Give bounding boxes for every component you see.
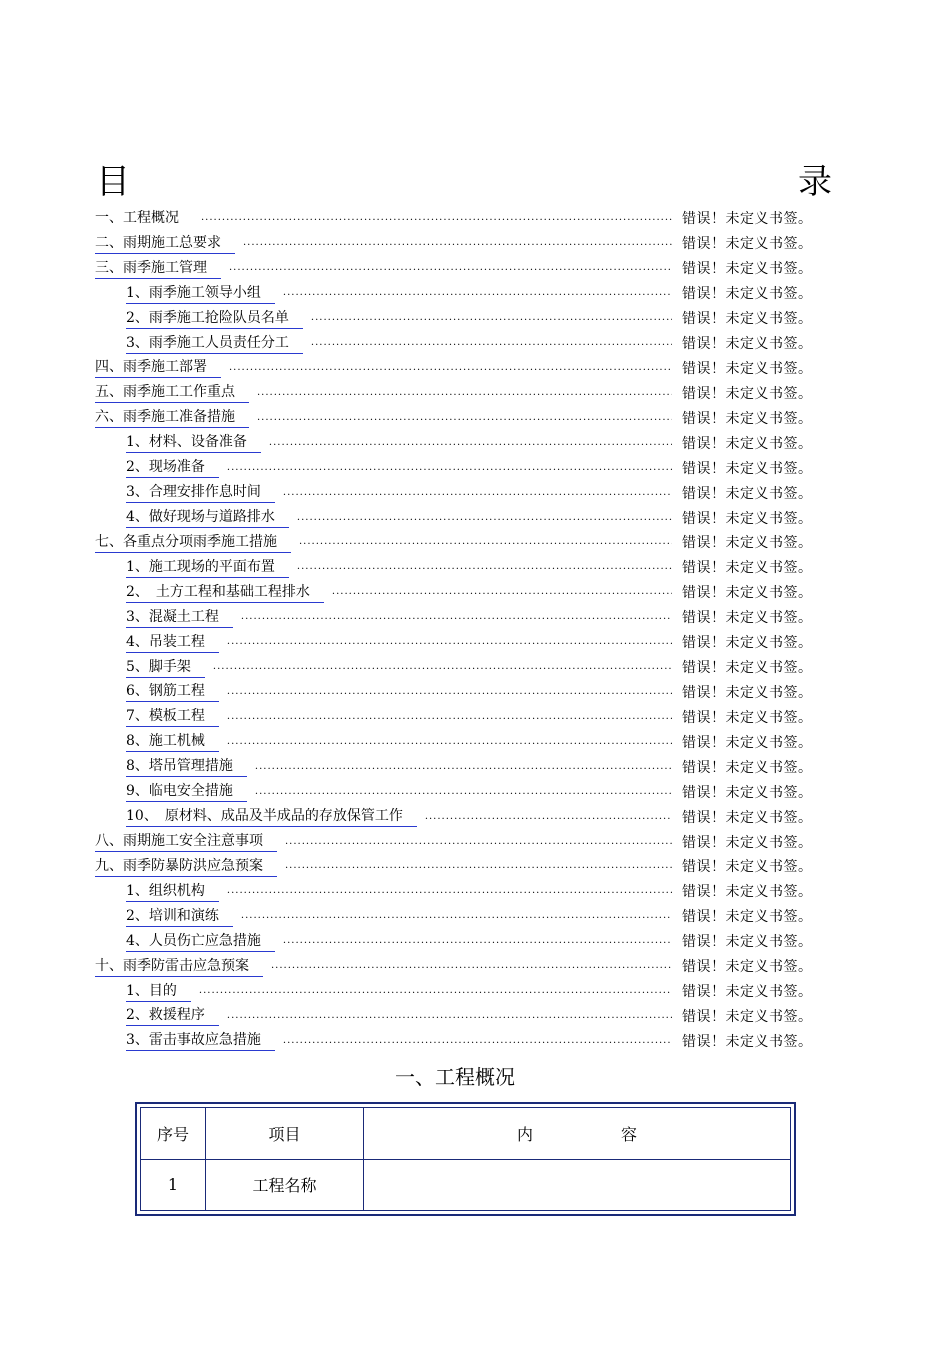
toc-entry-page: 错误！未定义书签。	[682, 759, 813, 776]
toc-entry[interactable]	[95, 904, 813, 929]
project-info-table	[135, 1102, 796, 1216]
toc-entry-page: 错误！未定义书签。	[682, 809, 813, 826]
toc-entry[interactable]	[95, 879, 813, 904]
toc-entry-page: 错误！未定义书签。	[682, 635, 813, 652]
toc-entry[interactable]	[95, 505, 813, 530]
toc-entry-page: 错误！未定义书签。	[682, 236, 813, 253]
toc-entry-page: 错误！未定义书签。	[682, 1008, 813, 1025]
toc-entry-page: 错误！未定义书签。	[682, 261, 813, 278]
toc-entry-label[interactable]: 八、雨期施工安全注意事项	[95, 831, 277, 852]
toc-entry-page: 错误！未定义书签。	[682, 884, 813, 901]
toc-entry[interactable]	[95, 306, 813, 331]
toc-leader-dots	[229, 258, 672, 278]
toc-entry-page: 错误！未定义书签。	[682, 610, 813, 627]
toc-entry-label[interactable]: 九、雨季防暴防洪应急预案	[95, 856, 277, 877]
toc-title-right: 录	[798, 162, 832, 202]
table-header-row	[141, 1108, 791, 1160]
toc-leader-dots	[311, 308, 672, 328]
toc-entry-label[interactable]: 2、救援程序	[126, 1005, 219, 1026]
toc-entry[interactable]	[95, 231, 813, 256]
toc-entry-label[interactable]: 8、施工机械	[126, 731, 219, 752]
toc-entry[interactable]	[95, 331, 813, 356]
toc-leader-dots	[285, 856, 672, 876]
toc-leader-dots	[283, 931, 672, 951]
toc-entry[interactable]	[95, 829, 813, 854]
toc-entry-label[interactable]: 5、脚手架	[126, 657, 205, 678]
toc-entry-label[interactable]: 一、工程概况	[95, 210, 179, 227]
toc-entry-page: 错误！未定义书签。	[682, 959, 813, 976]
toc-entry-label[interactable]: 1、材料、设备准备	[126, 432, 261, 453]
toc-entry-page: 错误！未定义书签。	[682, 859, 813, 876]
toc-entry-label[interactable]: 10、 原材料、成品及半成品的存放保管工作	[126, 806, 417, 827]
toc-leader-dots	[213, 657, 672, 677]
toc-entry-page: 错误！未定义书签。	[682, 934, 813, 951]
header-content	[364, 1108, 791, 1160]
toc-entry-page: 错误！未定义书签。	[682, 510, 813, 527]
toc-leader-dots	[227, 881, 672, 901]
toc-leader-dots	[227, 458, 672, 478]
toc-entry[interactable]	[95, 954, 813, 979]
toc-entry[interactable]	[95, 281, 813, 306]
toc-entry-page: 错误！未定义书签。	[682, 311, 813, 328]
toc-leader-dots	[297, 508, 672, 528]
toc-leader-dots	[227, 1006, 672, 1026]
toc-entry[interactable]	[95, 630, 813, 655]
toc-entry-label[interactable]: 六、雨季施工准备措施	[95, 407, 249, 428]
toc-leader-dots	[201, 208, 672, 228]
toc-leader-dots	[255, 757, 672, 777]
toc-entry[interactable]	[95, 256, 813, 281]
toc-leader-dots	[283, 283, 672, 303]
toc-leader-dots	[285, 832, 672, 852]
toc-entry-label[interactable]: 三、雨季施工管理	[95, 258, 221, 279]
header-content-b: 容	[621, 1124, 638, 1144]
toc-entry-label[interactable]: 7、模板工程	[126, 706, 219, 727]
toc-entry-page: 错误！未定义书签。	[682, 485, 813, 502]
toc-entry[interactable]	[95, 854, 813, 879]
toc-entry[interactable]	[95, 455, 813, 480]
toc-entry-label[interactable]: 2、 土方工程和基础工程排水	[126, 582, 324, 603]
toc-leader-dots	[243, 233, 672, 253]
toc-entry-label[interactable]: 4、人员伤亡应急措施	[126, 931, 275, 952]
toc-leader-dots	[297, 557, 672, 577]
toc-entry[interactable]	[95, 405, 813, 430]
toc-entry[interactable]	[95, 356, 813, 381]
toc-leader-dots	[269, 433, 672, 453]
toc-entry-label[interactable]: 4、做好现场与道路排水	[126, 507, 289, 528]
toc-leader-dots	[227, 682, 672, 702]
toc-entry-label[interactable]: 2、培训和演练	[126, 906, 233, 927]
toc-entry-page: 错误！未定义书签。	[682, 1033, 813, 1050]
toc-entry[interactable]	[95, 979, 813, 1004]
toc-entry[interactable]	[95, 754, 813, 779]
toc-entry-page: 错误！未定义书签。	[682, 211, 813, 228]
toc-leader-dots	[311, 333, 672, 353]
toc-entry-label[interactable]: 8、塔吊管理措施	[126, 756, 247, 777]
toc-entry-page: 错误！未定义书签。	[682, 784, 813, 801]
toc-entry-page: 错误！未定义书签。	[682, 984, 813, 1001]
toc-entry[interactable]	[95, 206, 813, 231]
toc-entry-label[interactable]: 2、现场准备	[126, 457, 219, 478]
toc-leader-dots	[271, 956, 672, 976]
toc-entry-label[interactable]: 2、雨季施工抢险队员名单	[126, 308, 303, 329]
header-index: 序号	[141, 1108, 206, 1160]
toc-title	[96, 160, 832, 204]
table-row	[141, 1159, 791, 1211]
toc-leader-dots	[227, 707, 672, 727]
toc-entry-label[interactable]: 9、临电安全措施	[126, 781, 247, 802]
toc-entry-label[interactable]: 3、合理安排作息时间	[126, 482, 275, 503]
toc-leader-dots	[332, 582, 672, 602]
toc-entry-page: 错误！未定义书签。	[682, 734, 813, 751]
toc-entry[interactable]	[95, 580, 813, 605]
toc-entry-page: 错误！未定义书签。	[682, 684, 813, 701]
toc-entry[interactable]	[95, 1004, 813, 1029]
toc-entry-page: 错误！未定义书签。	[682, 385, 813, 402]
toc-entry[interactable]	[95, 555, 813, 580]
toc-entry-page: 错误！未定义书签。	[682, 660, 813, 677]
toc-entry[interactable]	[95, 530, 813, 555]
toc-entry[interactable]	[95, 380, 813, 405]
toc-leader-dots	[283, 1031, 672, 1051]
toc-leader-dots	[425, 807, 672, 827]
toc-entry[interactable]	[95, 655, 813, 680]
toc-entry-page: 错误！未定义书签。	[682, 709, 813, 726]
toc-leader-dots	[229, 358, 672, 378]
toc-entry-label[interactable]: 3、雨季施工人员责任分工	[126, 333, 303, 354]
toc-leader-dots	[257, 383, 672, 403]
toc-entry-label[interactable]: 1、施工现场的平面布置	[126, 557, 289, 578]
toc-leader-dots	[283, 483, 672, 503]
toc-title-left: 目	[96, 162, 130, 202]
toc-entry[interactable]	[95, 480, 813, 505]
header-item: 项目	[206, 1108, 364, 1160]
toc-entry[interactable]	[95, 605, 813, 630]
toc-entry-label[interactable]: 七、各重点分项雨季施工措施	[95, 532, 291, 553]
toc-entry-label[interactable]: 五、雨季施工工作重点	[95, 382, 249, 403]
toc-entry-page: 错误！未定义书签。	[682, 909, 813, 926]
toc-entry-label[interactable]: 四、雨季施工部署	[95, 357, 221, 378]
toc-entry-page: 错误！未定义书签。	[682, 410, 813, 427]
toc-entry-label[interactable]: 4、吊装工程	[126, 632, 219, 653]
toc-entry-label[interactable]: 十、雨季防雷击应急预案	[95, 956, 263, 977]
toc-entry-label[interactable]: 3、混凝土工程	[126, 607, 233, 628]
toc-leader-dots	[241, 906, 672, 926]
toc-leader-dots	[227, 632, 672, 652]
toc-entry-page: 错误！未定义书签。	[682, 360, 813, 377]
toc-entry-label[interactable]: 6、钢筋工程	[126, 681, 219, 702]
row-item: 工程名称	[206, 1159, 364, 1211]
toc-entry[interactable]	[95, 729, 813, 754]
header-content-a: 内	[516, 1124, 533, 1144]
row-index: 1	[141, 1159, 206, 1211]
toc-entry-label[interactable]: 1、组织机构	[126, 881, 219, 902]
toc-entry[interactable]	[95, 779, 813, 804]
toc-entry-label[interactable]: 二、雨期施工总要求	[95, 233, 235, 254]
toc-entry[interactable]	[95, 704, 813, 729]
toc-entry-label[interactable]: 3、雷击事故应急措施	[126, 1030, 275, 1051]
toc-entry[interactable]	[95, 430, 813, 455]
toc-entry[interactable]	[95, 929, 813, 954]
toc-entry[interactable]	[95, 680, 813, 705]
toc-leader-dots	[227, 732, 672, 752]
toc-entry[interactable]	[95, 804, 813, 829]
toc-entry-page: 错误！未定义书签。	[682, 834, 813, 851]
toc-leader-dots	[241, 607, 672, 627]
toc-leader-dots	[255, 782, 672, 802]
toc-entry-page: 错误！未定义书签。	[682, 560, 813, 577]
toc-leader-dots	[257, 408, 672, 428]
toc-leader-dots	[199, 981, 672, 1001]
toc-entry-page: 错误！未定义书签。	[682, 435, 813, 452]
toc-entry-label[interactable]: 1、目的	[126, 981, 191, 1002]
toc-leader-dots	[299, 532, 672, 552]
row-content[interactable]	[364, 1159, 791, 1211]
toc-entry-label[interactable]: 1、雨季施工领导小组	[126, 283, 275, 304]
toc-entry-page: 错误！未定义书签。	[682, 336, 813, 353]
table-of-contents	[95, 206, 813, 1053]
toc-entry-page: 错误！未定义书签。	[682, 286, 813, 303]
section-title: 一、工程概况	[395, 1065, 515, 1089]
toc-entry[interactable]	[95, 1028, 813, 1053]
toc-entry-page: 错误！未定义书签。	[682, 535, 813, 552]
toc-entry-page: 错误！未定义书签。	[682, 460, 813, 477]
toc-entry-page: 错误！未定义书签。	[682, 585, 813, 602]
